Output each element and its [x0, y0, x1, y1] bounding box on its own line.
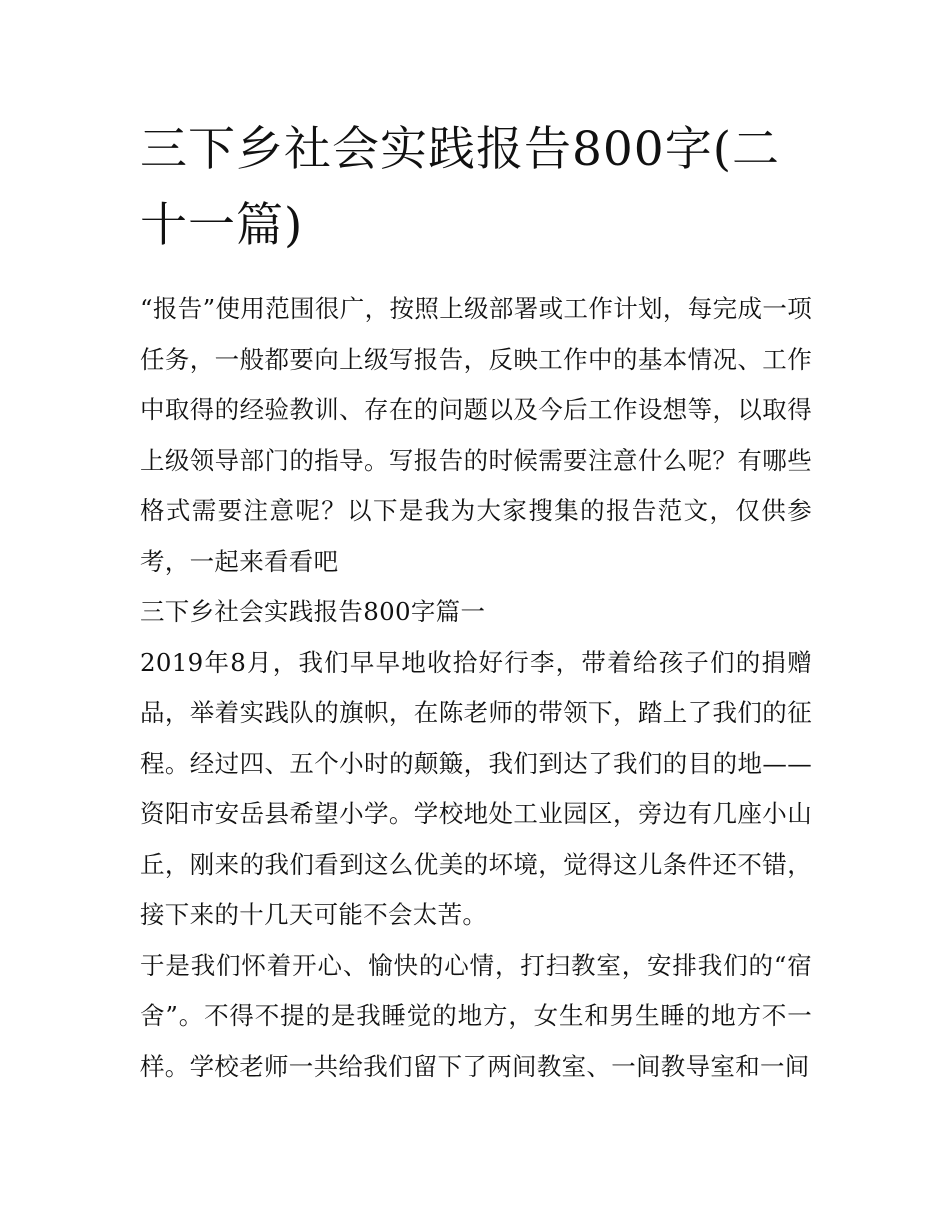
body-paragraph: 于是我们怀着开心、愉快的心情，打扫教室，安排我们的“宿舍”。不得不提的是我睡觉的地方，女生和男生睡的地方不一样。学校老师一共给我们留下了两间教室、一间教导室和一间	[140, 950, 812, 1081]
section-heading: 三下乡社会实践报告800字篇一	[140, 597, 486, 626]
body-paragraph: 2019年8月，我们早早地收拾好行李，带着给孩子们的捐赠品，举着实践队的旗帜，在陈老师的带领下，踏上了我们的征程。经过四、五个小时的颠簸，我们到达了我们的目的地——资阳市安岳县希望小学。学校地处工业园区，旁边有几座小山丘，刚来的我们看到这么优美的坏境，觉得这儿条件还不错，接下来的十几天可能不会太苦。	[140, 647, 812, 929]
intro-paragraph: “报告”使用范围很广，按照上级部署或工作计划，每完成一项任务，一般都要向上级写报告，反映工作中的基本情况、工作中取得的经验教训、存在的问题以及今后工作设想等，以取得上级领导部门的指导。写报告的时候需要注意什么呢？有哪些格式需要注意呢？以下是我为大家搜集的报告范文，仅供参考，一起来看看吧	[140, 294, 812, 576]
document-page	[140, 112, 812, 1092]
document-title: 三下乡社会实践报告800字(二十一篇)	[140, 122, 781, 253]
